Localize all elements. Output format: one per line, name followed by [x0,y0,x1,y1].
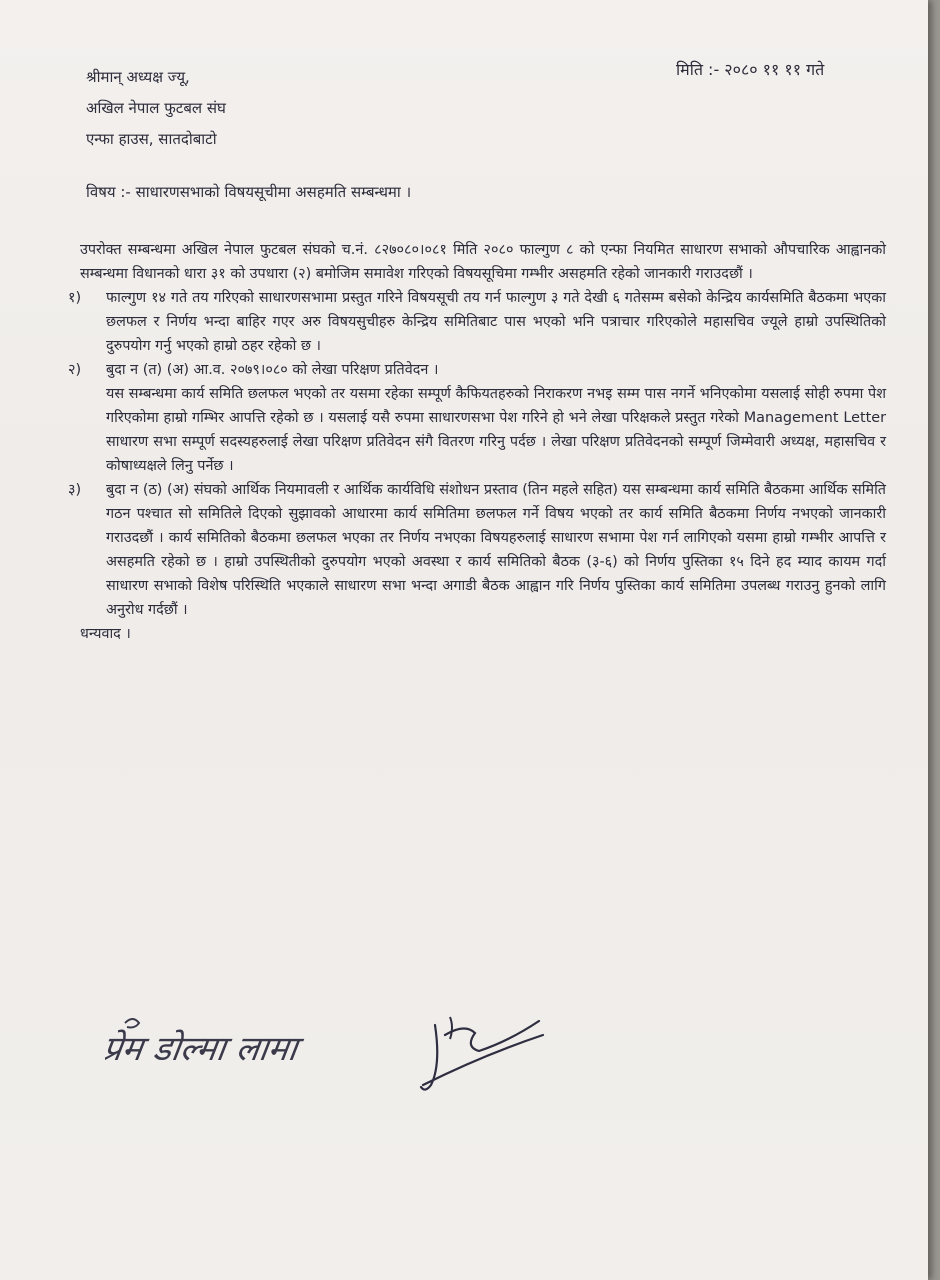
point-number: २) [68,362,82,378]
letter-body [68,238,886,646]
letter-subject: विषय :- साधारणसभाको विषयसूचीमा असहमति सम्बन्धमा । [86,183,412,201]
recipient-address [86,62,226,155]
point-text: बुदा न (ठ) (अ) संघको आर्थिक नियमावली र आर्थिक कार्यविधि संशोधन प्रस्ताव (तिन महले सहित) यस सम्बन्धमा कार्य समिति बैठकमा आर्थिक समिति गठन पश्चात सो समितिले दिएको सुझावको आधारमा कार्य समितिमा छलफल गर्ने विषय भएको तर कार्य समिति बैठकमा निर्णय नभएको जानकारी गराउदछौं । कार्य समितिको बैठकमा छलफल भएका तर निर्णय नभएका विषयहरुलाई साधारण सभामा पेश गर्न लागिएको यसमा हाम्रो गम्भीर आपत्ति र असहमति रहेको छ । हाम्रो उपस्थितीको दुरुपयोग भएको अवस्था र कार्य समितिको बैठक (३-६) को निर्णय पुस्तिका १५ दिने हद म्याद कायम गर्दा साधारण सभाको विशेष परिस्थिति भएकाले साधारण सभा भन्दा अगाडी बैठक आह्वान गरि निर्णय पुस्तिका कार्य समितिमा उपलब्ध गराउनु हुनको लागि अनुरोध गर्दछौं । [106,482,886,618]
recipient-location: एन्फा हाउस, सातदोबाटो [86,130,217,148]
point-number: ३) [68,482,82,498]
point-text: फाल्गुण १४ गते तय गरिएको साधारणसभामा प्रस्तुत गरिने विषयसूची तय गर्न फाल्गुण ३ गते देखी ६ गतेसम्म बसेको केन्द्रिय कार्यसमिति बैठकमा भएका छलफल र निर्णय भन्दा बाहिर गएर अरु विषयसुचीहरु केन्द्रिय समितिबाट पास भएको भनि पत्राचार गरिएकोले महासचिव ज्यूले हाम्रो उपस्थितिको दुरुपयोग गर्नु भएको हाम्रो ठहर रहेको छ । [106,290,886,354]
point-item-3 [68,478,886,622]
signature-drawing [105,1005,555,1100]
intro-paragraph: उपरोक्त सम्बन्धमा अखिल नेपाल फुटबल संघको च.नं. ८२७०८०।०८१ मिति २०८० फाल्गुण ८ को एन्फा नियमित साधारण सभाको औपचारिक आह्वानको सम्बन्धमा विधानको धारा ३१ को उपधारा (२) बमोजिम समावेश गरिएको विषयसूचिमा गम्भीर असहमति रहेको जानकारी गराउदछौं । [80,242,886,282]
letter-date: मिति :- २०८० ११ ११ गते [676,60,825,79]
recipient-organization: अखिल नेपाल फुटबल संघ [86,99,226,117]
point-item-1 [68,286,886,358]
point-item-2 [68,358,886,478]
point-number: १) [68,290,82,306]
closing-text: धन्यवाद । [80,626,131,642]
signature [105,1005,555,1100]
point-heading: बुदा न (त) (अ) आ.व. २०७९।०८० को लेखा परिक्षण प्रतिवेदन । [106,362,439,378]
recipient-title: श्रीमान् अध्यक्ष ज्यू, [86,68,190,86]
point-text: यस सम्बन्धमा कार्य समिति छलफल भएको तर यसमा रहेका सम्पूर्ण कैफियतहरुको निराकरण नभइ सम्म पास नगर्ने भनिएकोमा यसलाई सोही रुपमा पेश गरिएकोमा हाम्रो गम्भिर आपत्ति रहेको छ । यसलाई यसै रुपमा साधारणसभा पेश गरिने हो भने लेखा परिक्षकले प्रस्तुत गरेको Management Letter साधारण सभा सम्पूर्ण सदस्यहरुलाई लेखा परिक्षण प्रतिवेदन संगै वितरण गरिनु पर्दछ । लेखा परिक्षण प्रतिवेदनको सम्पूर्ण जिम्मेवारी अध्यक्ष, महासचिव र कोषाध्यक्षले लिनु पर्नेछ । [106,386,886,474]
signature-name: प्रेम डोल्मा लामा [105,1029,300,1069]
